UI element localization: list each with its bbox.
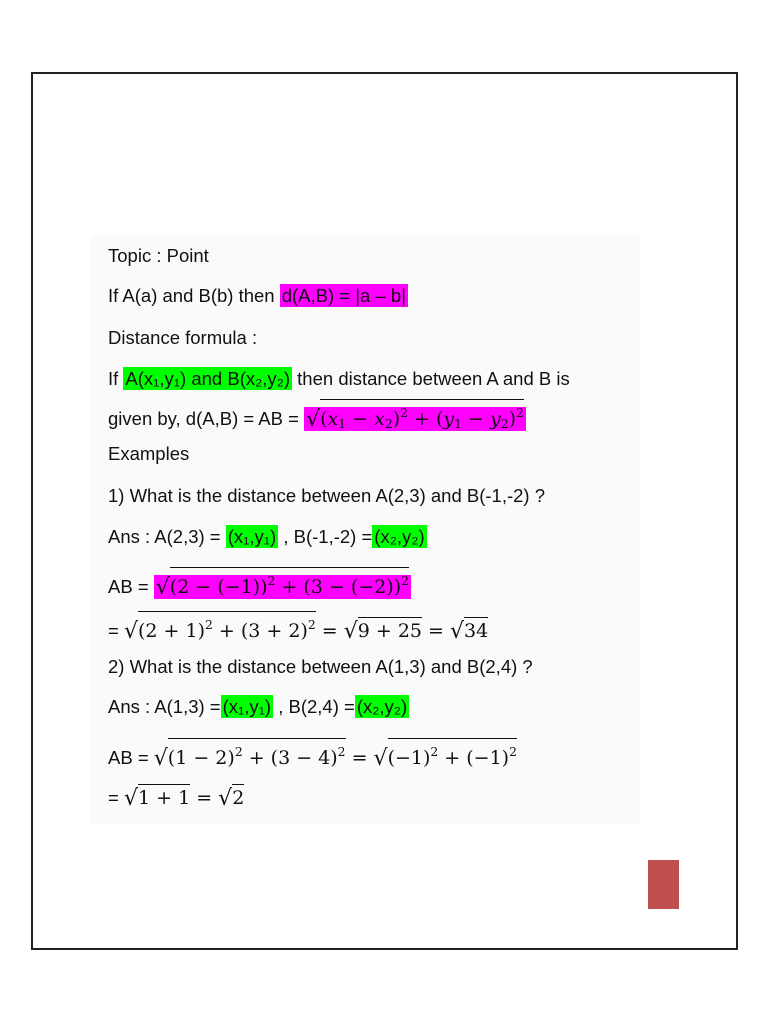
ex1-ans-hl2: (x₂,y₂) bbox=[374, 526, 425, 547]
ex2-ab-math: $√(1 - 2)^2 + (3 - 4)^2 = √(-1)^2 + (-1)^2$ bbox=[154, 747, 517, 769]
ex2-step-prefix: = bbox=[108, 787, 124, 808]
example2-step bbox=[108, 784, 244, 810]
ex2-ans-prefix: Ans : A(1,3) = bbox=[108, 696, 221, 717]
ex2-ans-mid: , B(2,4) = bbox=[273, 696, 355, 717]
ex1-ans-mid: , B(-1,-2) = bbox=[278, 526, 373, 547]
distance-1d-line bbox=[108, 284, 408, 308]
ex1-ab-math: $√(2 - (-1))^2 + (3 - (-2))^2$ bbox=[154, 575, 411, 599]
example2-question: 2) What is the distance between A(1,3) and B(2,4) ? bbox=[108, 656, 533, 677]
line4-prefix: given by, d(A,B) = AB = bbox=[108, 408, 305, 430]
example1-ab bbox=[108, 567, 411, 599]
ex1-step-math: $√(2 + 1)^2 + (3 + 2)^2 = √9 + 25 = √34$ bbox=[124, 620, 488, 642]
line1-prefix: If A(a) and B(b) then bbox=[108, 285, 280, 306]
ex2-step-math: √1 + 1 = √2 bbox=[123, 786, 245, 811]
example1-step bbox=[108, 611, 488, 643]
distance-formula-math: $√(x_1 - x_2)^2 + (y_1 - y_2)^2$ bbox=[304, 407, 526, 431]
ex1-step-prefix: = bbox=[108, 620, 124, 642]
ex2-ans-hl2: (x₂,y₂) bbox=[356, 696, 408, 717]
example1-question: 1) What is the distance between A(2,3) and B(-1,-2) ? bbox=[108, 485, 546, 506]
ex1-ans-prefix: Ans : A(2,3) = bbox=[108, 526, 226, 547]
line3-prefix: If bbox=[108, 368, 124, 389]
distance-formula-line bbox=[108, 399, 526, 436]
line3-highlight: A(x₁,y₁) and B(x₂,y₂) bbox=[125, 368, 291, 389]
line1-highlight: d(A,B) = |a – b| bbox=[281, 285, 407, 306]
ex2-ab-prefix: AB = bbox=[108, 747, 154, 769]
example1-answer bbox=[108, 525, 427, 549]
ex1-ab-prefix: AB = bbox=[108, 576, 154, 598]
example2-ab bbox=[108, 738, 517, 770]
ex2-ans-hl1: (x₁,y₁) bbox=[222, 696, 272, 717]
topic-heading: Topic : Point bbox=[108, 245, 209, 266]
document-content bbox=[90, 236, 640, 824]
distance-def-line bbox=[108, 367, 570, 391]
line3-suffix: then distance between A and B is bbox=[292, 368, 570, 389]
example2-answer bbox=[108, 695, 409, 719]
examples-heading: Examples bbox=[108, 443, 190, 464]
accent-block bbox=[648, 860, 679, 909]
ex1-ans-hl1: (x₁,y₁) bbox=[227, 526, 277, 547]
distance-formula-heading: Distance formula : bbox=[108, 327, 258, 348]
